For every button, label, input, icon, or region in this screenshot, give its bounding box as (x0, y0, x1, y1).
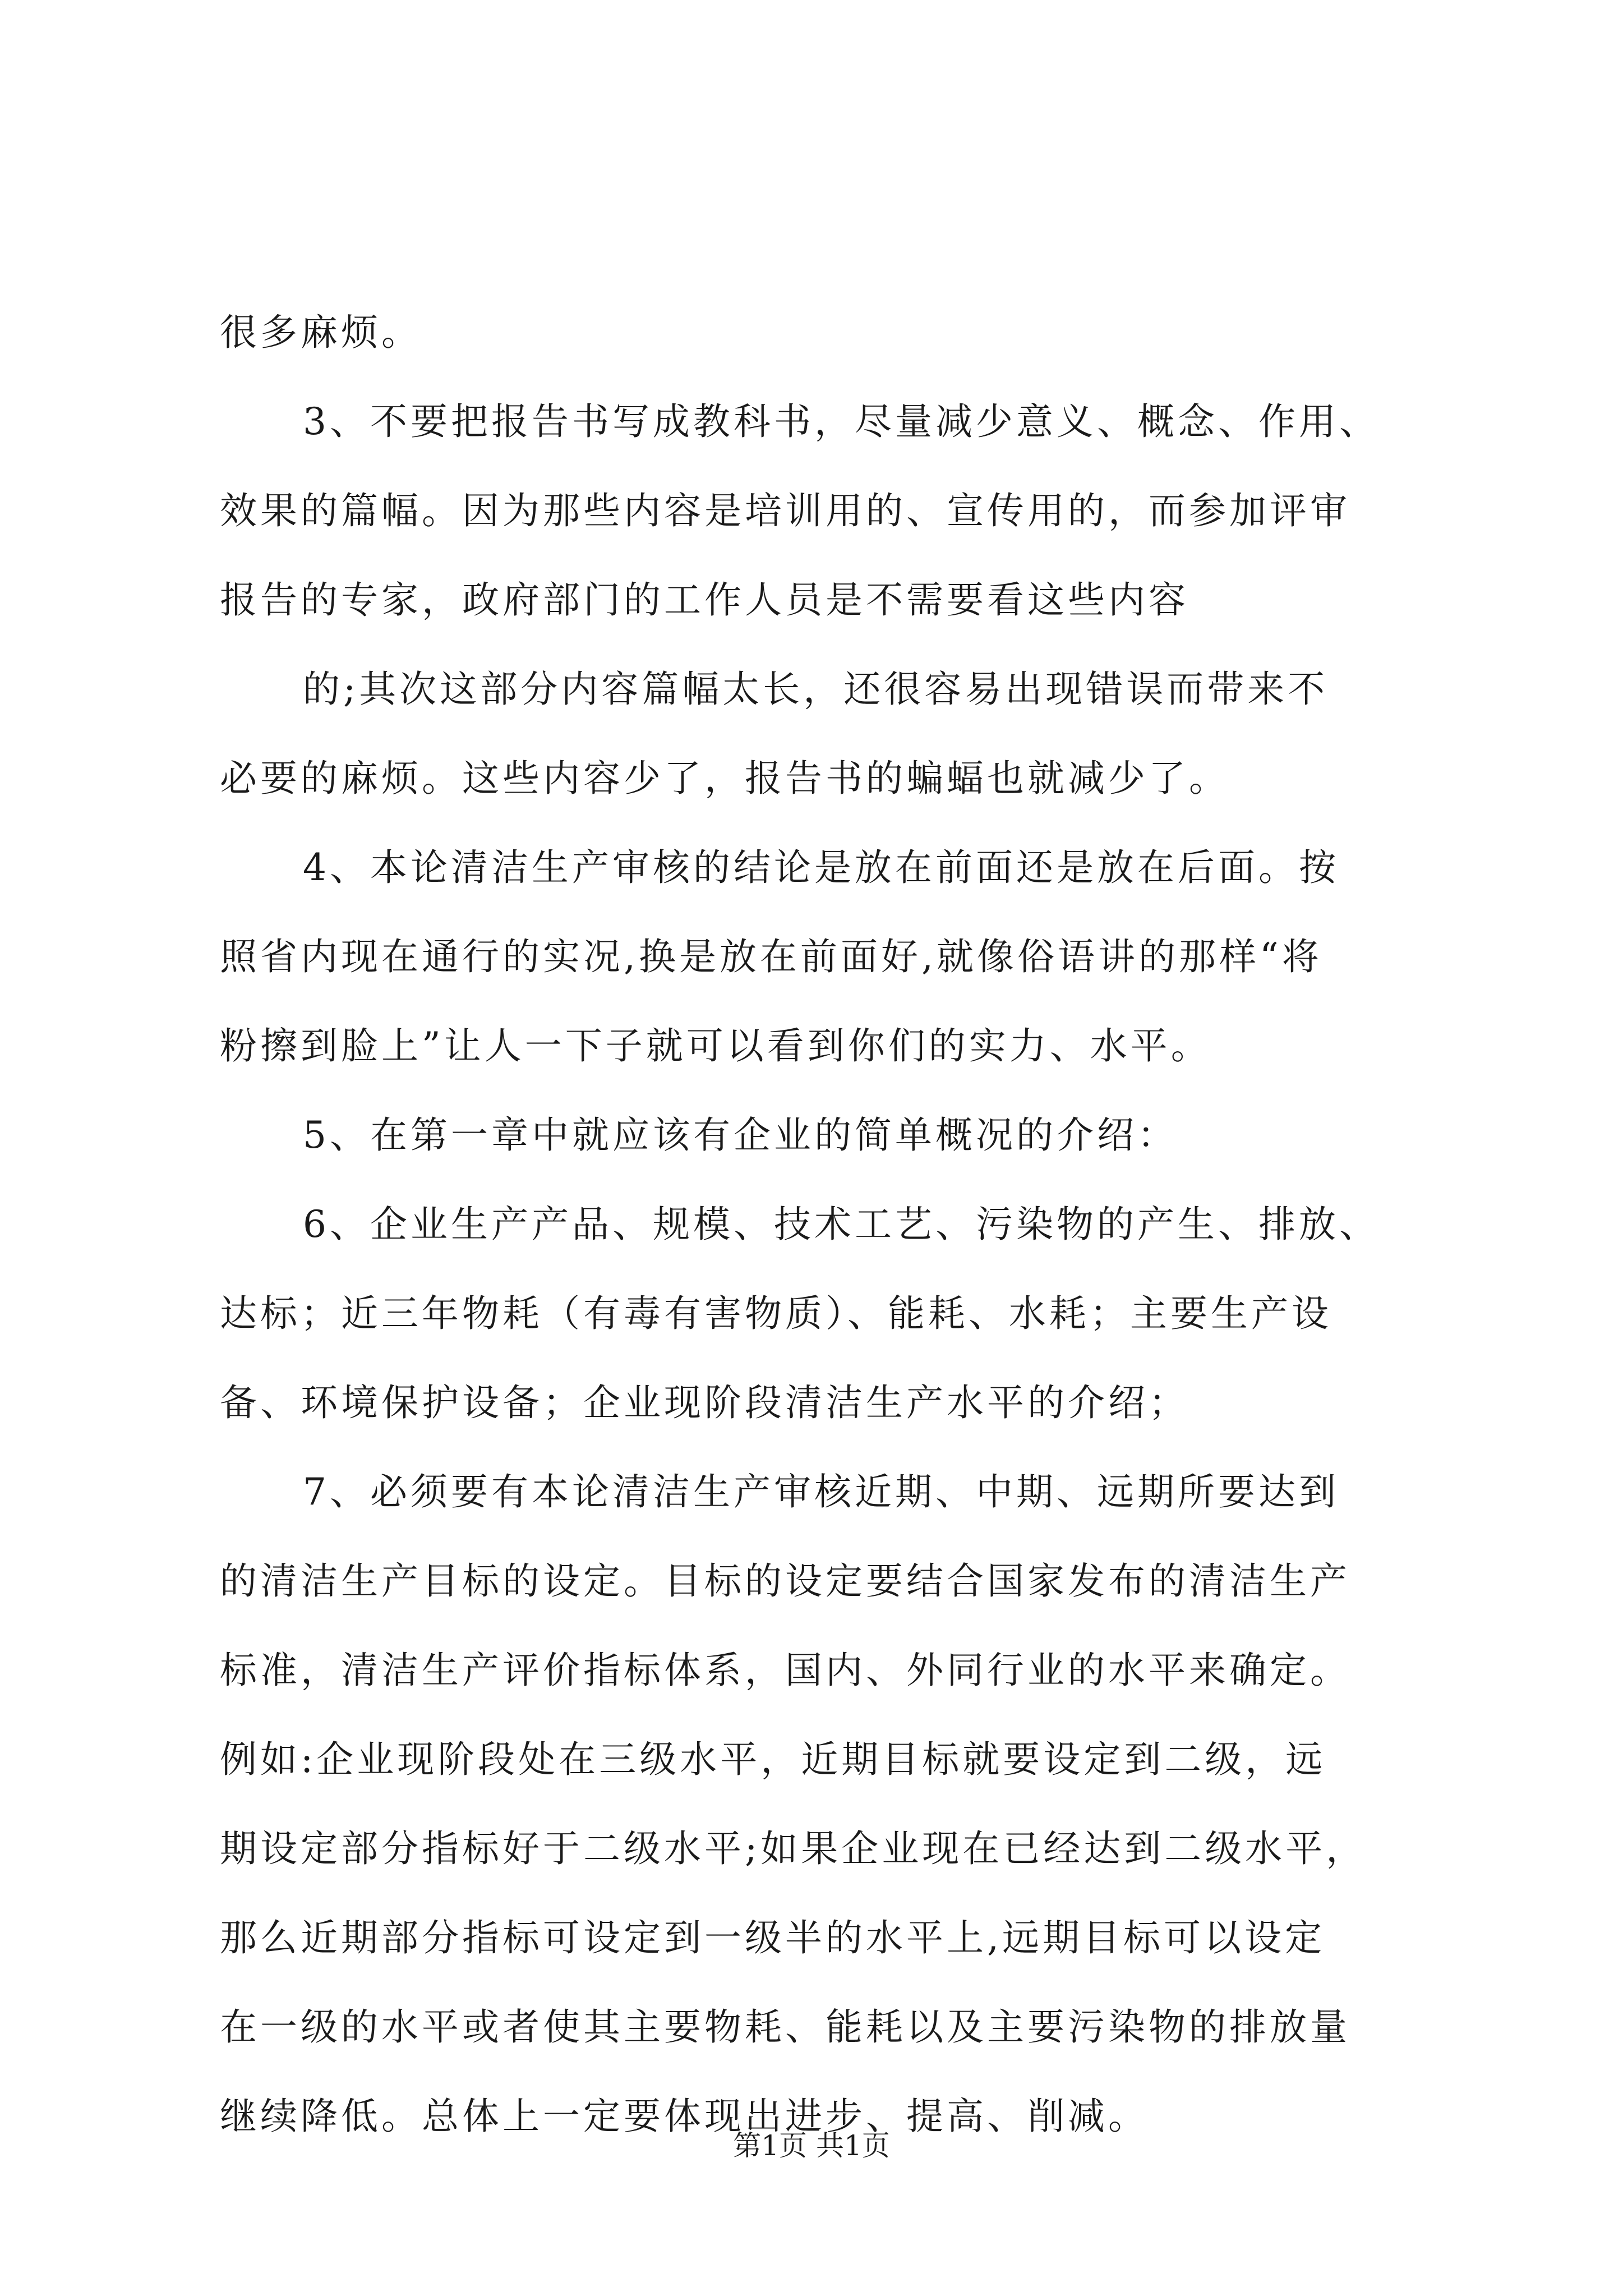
text-line-19: 那么近期部分指标可设定到一级半的水平上,远期目标可以设定 (220, 1916, 1325, 1959)
text-line-2: 3、不要把报告书写成教科书，尽量减少意义、概念、作用、 (303, 400, 1380, 443)
text-line-6: 必要的麻烦。这些内容少了，报告书的蝙蝠也就减少了。 (220, 757, 1229, 800)
text-line-7: 4、本论清洁生产审核的结论是放在前面还是放在后面。按 (303, 846, 1339, 889)
text-line-16: 标准，清洁生产评价指标体系，国内、外同行业的水平来确定。 (220, 1649, 1350, 1692)
text-line-17: 例如:企业现阶段处在三级水平，近期目标就要设定到二级，远 (220, 1738, 1326, 1781)
text-line-1: 很多麻烦。 (220, 311, 422, 354)
text-line-15: 的清洁生产目标的设定。目标的设定要结合国家发布的清洁生产 (220, 1559, 1350, 1603)
text-line-20: 在一级的水平或者使其主要物耗、能耗以及主要污染物的排放量 (220, 2005, 1350, 2049)
text-line-10: 5、在第一章中就应该有企业的简单概况的介绍： (303, 1114, 1178, 1157)
text-line-4: 报告的专家，政府部门的工作人员是不需要看这些内容 (220, 578, 1189, 622)
text-line-5: 的;其次这部分内容篇幅太长，还很容易出现错误而带来不 (303, 668, 1329, 711)
text-line-13: 备、环境保护设备；企业现阶段清洁生产水平的介绍； (220, 1381, 1189, 1424)
text-line-21: 继续降低。总体上一定要体现出进步、提高、削减。 (220, 2095, 1149, 2138)
text-line-14: 7、必须要有本论清洁生产审核近期、中期、远期所要达到 (303, 1470, 1339, 1513)
page-footer: 第1页 共1页 (733, 2129, 890, 2162)
text-line-11: 6、企业生产产品、规模、技术工艺、污染物的产生、排放、 (303, 1203, 1380, 1246)
text-line-18: 期设定部分指标好于二级水平;如果企业现在已经达到二级水平， (220, 1827, 1367, 1870)
text-line-12: 达标；近三年物耗（有毒有害物质）、能耗、水耗；主要生产设 (220, 1292, 1332, 1335)
text-line-9: 粉擦到脸上”让人一下子就可以看到你们的实力、水平。 (220, 1024, 1211, 1068)
text-line-3: 效果的篇幅。因为那些内容是培训用的、宣传用的，而参加评审 (220, 489, 1350, 532)
text-line-8: 照省内现在通行的实况,换是放在前面好,就像俗语讲的那样“将 (220, 935, 1322, 978)
